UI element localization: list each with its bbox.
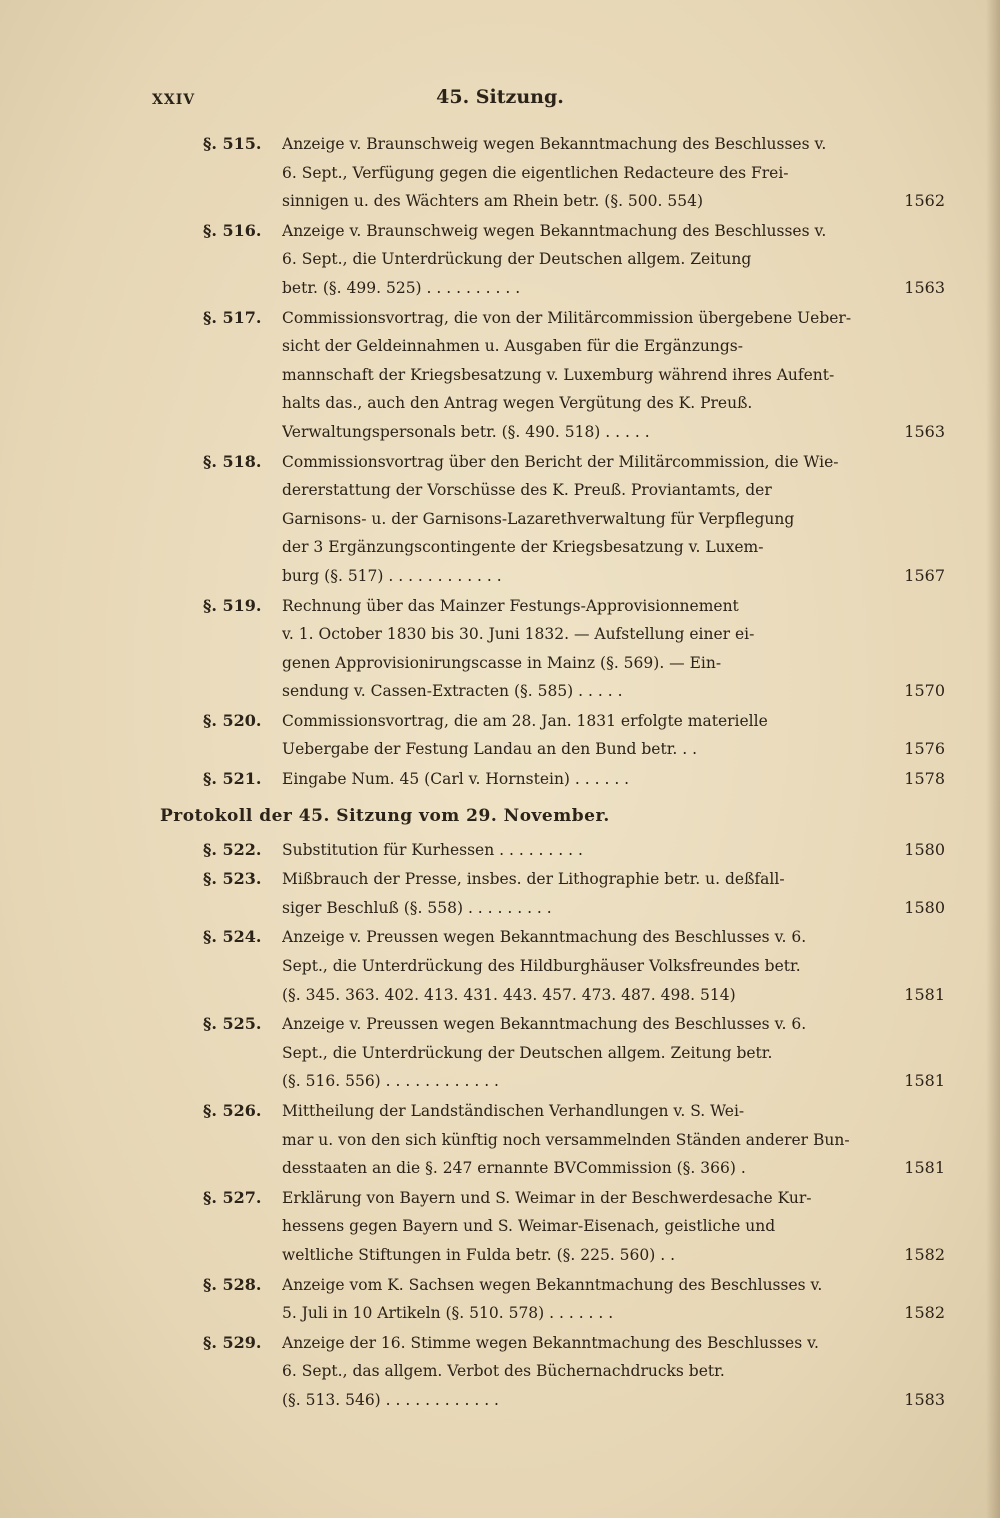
running-title: 45. Sitzung. — [436, 86, 564, 108]
toc-entry — [0, 923, 1000, 1009]
page-reference: 1582 — [904, 1244, 945, 1264]
entry-text-line: sendung v. Cassen-Extracten (§. 585) . . . . . — [282, 682, 623, 701]
paragraph-number: §. 526. — [203, 1101, 262, 1120]
protocol-heading: Protokoll der 45. Sitzung vom 29. November. — [160, 805, 610, 826]
paragraph-number: §. 527. — [203, 1187, 262, 1207]
entry-text-line: Commissionsvortrag, die von der Militärcommission übergebene Ueber- — [282, 308, 852, 327]
entry-text-line: halts das., auch den Antrag wegen Vergütung des K. Preuß. — [282, 394, 753, 413]
paragraph-number: §. 517. — [203, 307, 262, 327]
toc-entry — [0, 1271, 1000, 1328]
page-reference: 1582 — [904, 1303, 945, 1323]
entry-text-line: 6. Sept., die Unterdrückung der Deutschen allgem. Zeitung — [282, 250, 752, 269]
toc-entry — [0, 304, 1000, 447]
entry-text-line: Anzeige v. Preussen wegen Bekanntmachung des Beschlusses v. 6. — [282, 1015, 807, 1034]
toc-entry — [0, 707, 1000, 764]
table-of-contents — [0, 130, 1000, 1416]
page-reference: 1581 — [904, 1071, 945, 1091]
page-reference: 1562 — [904, 191, 945, 211]
entry-list-after — [0, 836, 1000, 1415]
toc-entry — [0, 217, 1000, 303]
paragraph-number: §. 528. — [203, 1274, 262, 1294]
entry-text-line: Sept., die Unterdrückung der Deutschen allgem. Zeitung betr. — [282, 1043, 773, 1062]
toc-entry — [0, 1010, 1000, 1096]
toc-entry — [0, 592, 1000, 706]
entry-text-line: Anzeige der 16. Stimme wegen Bekanntmachung des Beschlusses v. — [282, 1333, 819, 1352]
page-reference: 1563 — [904, 421, 945, 441]
page-number: XXIV — [152, 92, 196, 108]
paragraph-number: §. 516. — [203, 220, 262, 240]
entry-text-line: sicht der Geldeinnahmen u. Ausgaben für die Ergänzungs- — [282, 337, 743, 356]
entry-text-line: hessens gegen Bayern und S. Weimar-Eisenach, geistliche und — [282, 1217, 776, 1236]
entry-text-line: v. 1. October 1830 bis 30. Juni 1832. — Aufstellung einer ei- — [282, 625, 755, 644]
entry-text-line: Commissionsvortrag, die am 28. Jan. 1831 erfolgte materielle — [282, 711, 768, 730]
entry-text-line: mannschaft der Kriegsbesatzung v. Luxemburg während ihres Aufent- — [282, 365, 835, 384]
paragraph-number: §. 518. — [203, 451, 262, 471]
page-reference: 1580 — [904, 897, 945, 917]
entry-text-line: Mißbrauch der Presse, insbes. der Lithographie betr. u. deßfall- — [282, 870, 785, 889]
page-reference: 1570 — [904, 681, 945, 701]
entry-text-line: Mittheilung der Landständischen Verhandlungen v. S. Wei- — [282, 1102, 745, 1120]
toc-entry — [0, 1184, 1000, 1270]
entry-text-line: Rechnung über das Mainzer Festungs-Approvisionnement — [282, 596, 739, 615]
entry-list-before — [0, 130, 1000, 794]
entry-text-line: (§. 345. 363. 402. 413. 431. 443. 457. 473. 487. 498. 514) — [282, 985, 736, 1004]
entry-text-line: weltliche Stiftungen in Fulda betr. (§. 225. 560) . . — [282, 1245, 676, 1264]
entry-text-line: Anzeige v. Braunschweig wegen Bekanntmachung des Beschlusses v. — [282, 221, 827, 240]
entry-text-line: 6. Sept., das allgem. Verbot des Büchernachdrucks betr. — [282, 1362, 725, 1381]
entry-text-line: siger Beschluß (§. 558) . . . . . . . . . — [282, 898, 552, 917]
entry-text-line: Substitution für Kurhessen . . . . . . . . . — [282, 840, 583, 859]
entry-text-line: Eingabe Num. 45 (Carl v. Hornstein) . . . . . . — [282, 770, 630, 789]
entry-text-line: dererstattung der Vorschüsse des K. Preuß. Proviantamts, der — [282, 481, 772, 500]
paragraph-number: §. 523. — [203, 869, 262, 889]
entry-text-line: sinnigen u. des Wächters am Rhein betr. (§. 500. 554) — [282, 192, 703, 211]
page-reference: 1576 — [904, 739, 945, 759]
toc-entry — [0, 1097, 1000, 1183]
entry-text-line: Anzeige v. Preussen wegen Bekanntmachung des Beschlusses v. 6. — [282, 928, 807, 947]
entry-text-line: genen Approvisionirungscasse in Mainz (§. 569). — Ein- — [282, 653, 722, 672]
entry-text-line: mar u. von den sich künftig noch versammelnden Ständen anderer Bun- — [282, 1130, 850, 1149]
entry-text-line: burg (§. 517) . . . . . . . . . . . . — [282, 566, 502, 585]
toc-entry — [0, 448, 1000, 591]
entry-text-line: 6. Sept., Verfügung gegen die eigentlichen Redacteure des Frei- — [282, 163, 789, 182]
paragraph-number: §. 529. — [203, 1332, 262, 1352]
page-header — [0, 86, 1000, 116]
toc-entry — [0, 1329, 1000, 1415]
entry-text-line: Sept., die Unterdrückung des Hildburghäuser Volksfreundes betr. — [282, 957, 801, 976]
paragraph-number: §. 521. — [203, 769, 262, 789]
entry-text-line: Commissionsvortrag über den Bericht der Militärcommission, die Wie- — [282, 452, 839, 471]
page-reference: 1567 — [904, 565, 945, 585]
paragraph-number: §. 525. — [203, 1014, 262, 1034]
entry-text-line: desstaaten an die §. 247 ernannte BVCommission (§. 366) . — [282, 1159, 746, 1178]
entry-text-line: betr. (§. 499. 525) . . . . . . . . . . — [282, 278, 521, 297]
entry-text-line: Verwaltungspersonals betr. (§. 490. 518) . . . . . — [282, 422, 650, 441]
entry-text-line: Uebergabe der Festung Landau an den Bund betr. . . — [282, 740, 698, 759]
paragraph-number: §. 522. — [203, 839, 262, 859]
entry-text-line: der 3 Ergänzungscontingente der Kriegsbesatzung v. Luxem- — [282, 538, 764, 557]
page-reference: 1563 — [904, 277, 945, 297]
entry-text-line: Anzeige v. Braunschweig wegen Bekanntmachung des Beschlusses v. — [282, 135, 827, 153]
entry-text-line: Anzeige vom K. Sachsen wegen Bekanntmachung des Beschlusses v. — [282, 1275, 823, 1294]
entry-text-line: Garnisons- u. der Garnisons-Lazarethverwaltung für Verpflegung — [282, 509, 795, 528]
paragraph-number: §. 524. — [203, 927, 262, 947]
page-reference: 1581 — [904, 984, 945, 1004]
page-reference: 1578 — [904, 769, 945, 789]
page-reference: 1581 — [904, 1158, 945, 1178]
paragraph-number: §. 515. — [203, 134, 262, 153]
entry-text-line: Erklärung von Bayern und S. Weimar in der Beschwerdesache Kur- — [282, 1188, 812, 1207]
entry-text-line: 5. Juli in 10 Artikeln (§. 510. 578) . . . . . . . — [282, 1304, 614, 1323]
toc-entry — [0, 765, 1000, 794]
entry-text-line: (§. 513. 546) . . . . . . . . . . . . — [282, 1390, 499, 1409]
paragraph-number: §. 519. — [203, 595, 262, 615]
toc-entry — [0, 836, 1000, 865]
paragraph-number: §. 520. — [203, 710, 262, 730]
toc-entry — [0, 865, 1000, 922]
entry-text-line: (§. 516. 556) . . . . . . . . . . . . — [282, 1072, 499, 1091]
toc-entry — [0, 130, 1000, 216]
page-reference: 1583 — [904, 1389, 945, 1409]
page-reference: 1580 — [904, 839, 945, 859]
